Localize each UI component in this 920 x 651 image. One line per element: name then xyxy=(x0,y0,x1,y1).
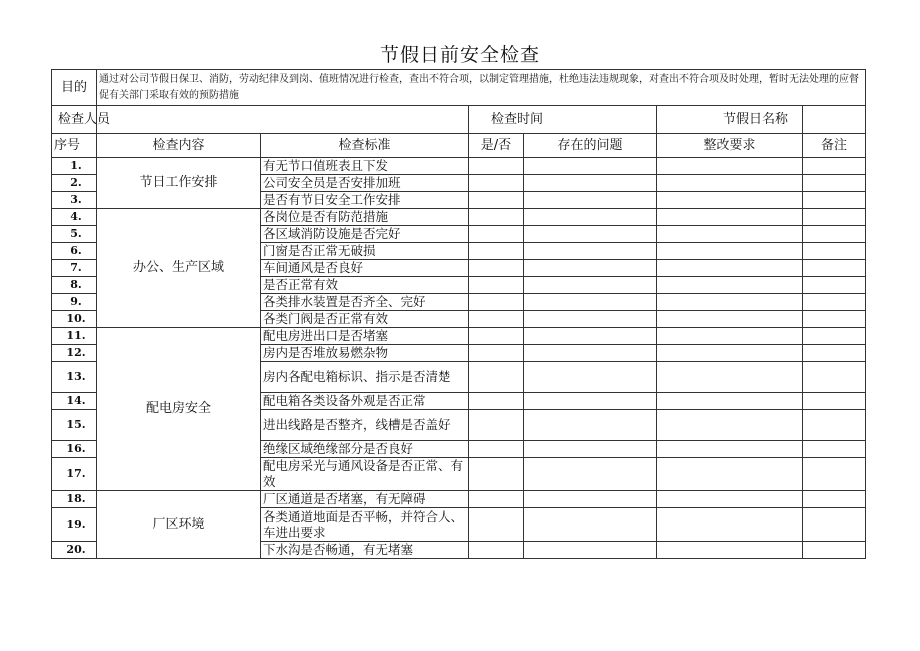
header-seq: 序号 xyxy=(52,134,97,158)
group-label: 节日工作安排 xyxy=(97,158,261,209)
row-number: 14. xyxy=(52,393,97,410)
rectify-cell[interactable] xyxy=(657,294,803,311)
info-row xyxy=(52,106,866,134)
check-standard: 进出线路是否整齐，线槽是否盖好 xyxy=(261,410,469,441)
row-number: 12. xyxy=(52,345,97,362)
check-standard: 门窗是否正常无破损 xyxy=(261,243,469,260)
holiday-label: 节假日名称 xyxy=(657,106,803,134)
group-label: 配电房安全 xyxy=(97,328,261,491)
issues-cell[interactable] xyxy=(524,328,657,345)
remark-cell[interactable] xyxy=(803,491,866,508)
issues-cell[interactable] xyxy=(524,260,657,277)
check-standard: 车间通风是否良好 xyxy=(261,260,469,277)
rectify-cell[interactable] xyxy=(657,542,803,559)
yesno-cell[interactable] xyxy=(469,311,524,328)
issues-cell[interactable] xyxy=(524,175,657,192)
yesno-cell[interactable] xyxy=(469,175,524,192)
issues-cell[interactable] xyxy=(524,362,657,393)
check-standard: 是否有节日安全工作安排 xyxy=(261,192,469,209)
issues-cell[interactable] xyxy=(524,226,657,243)
yesno-cell[interactable] xyxy=(469,260,524,277)
check-standard: 是否正常有效 xyxy=(261,277,469,294)
rectify-cell[interactable] xyxy=(657,508,803,542)
table-row xyxy=(52,328,866,345)
yesno-cell[interactable] xyxy=(469,362,524,393)
yesno-cell[interactable] xyxy=(469,226,524,243)
yesno-cell[interactable] xyxy=(469,243,524,260)
row-number: 16. xyxy=(52,441,97,458)
remark-cell[interactable] xyxy=(803,345,866,362)
remark-cell[interactable] xyxy=(803,294,866,311)
remark-cell[interactable] xyxy=(803,277,866,294)
remark-cell[interactable] xyxy=(803,362,866,393)
check-standard: 房内各配电箱标识、指示是否清楚 xyxy=(261,362,469,393)
remark-cell[interactable] xyxy=(803,508,866,542)
table-row xyxy=(52,158,866,175)
remark-cell[interactable] xyxy=(803,243,866,260)
yesno-cell[interactable] xyxy=(469,458,524,491)
issues-cell[interactable] xyxy=(524,294,657,311)
rectify-cell[interactable] xyxy=(657,328,803,345)
row-number: 19. xyxy=(52,508,97,542)
header-rectify: 整改要求 xyxy=(657,134,803,158)
rectify-cell[interactable] xyxy=(657,192,803,209)
table-row xyxy=(52,209,866,226)
time-label: 检查时间 xyxy=(469,106,657,134)
row-number: 1. xyxy=(52,158,97,175)
purpose-label: 目的 xyxy=(52,70,97,106)
row-number: 5. xyxy=(52,226,97,243)
row-number: 15. xyxy=(52,410,97,441)
yesno-cell[interactable] xyxy=(469,491,524,508)
group-label: 厂区环境 xyxy=(97,491,261,559)
remark-cell[interactable] xyxy=(803,260,866,277)
yesno-cell[interactable] xyxy=(469,277,524,294)
check-standard: 公司安全员是否安排加班 xyxy=(261,175,469,192)
row-number: 9. xyxy=(52,294,97,311)
check-standard: 配电房进出口是否堵塞 xyxy=(261,328,469,345)
yesno-cell[interactable] xyxy=(469,192,524,209)
row-number: 13. xyxy=(52,362,97,393)
remark-cell[interactable] xyxy=(803,410,866,441)
row-number: 10. xyxy=(52,311,97,328)
yesno-cell[interactable] xyxy=(469,508,524,542)
row-number: 18. xyxy=(52,491,97,508)
remark-cell[interactable] xyxy=(803,175,866,192)
check-standard: 各区域消防设施是否完好 xyxy=(261,226,469,243)
check-standard: 配电房采光与通风设备是否正常、有效 xyxy=(261,458,469,491)
row-number: 3. xyxy=(52,192,97,209)
rectify-cell[interactable] xyxy=(657,458,803,491)
purpose-row xyxy=(52,70,866,106)
check-standard: 绝缘区域绝缘部分是否良好 xyxy=(261,441,469,458)
table-row xyxy=(52,491,866,508)
check-standard: 下水沟是否畅通，有无堵塞 xyxy=(261,542,469,559)
rectify-cell[interactable] xyxy=(657,260,803,277)
rectify-cell[interactable] xyxy=(657,410,803,441)
issues-cell[interactable] xyxy=(524,192,657,209)
row-number: 8. xyxy=(52,277,97,294)
row-number: 11. xyxy=(52,328,97,345)
page-title: 节假日前安全检查 xyxy=(379,44,540,66)
rectify-cell[interactable] xyxy=(657,158,803,175)
yesno-cell[interactable] xyxy=(469,542,524,559)
header-standard: 检查标准 xyxy=(261,134,469,158)
row-number: 6. xyxy=(52,243,97,260)
remark-cell[interactable] xyxy=(803,192,866,209)
check-standard: 房内是否堆放易燃杂物 xyxy=(261,345,469,362)
issues-cell[interactable] xyxy=(524,458,657,491)
header-remark: 备注 xyxy=(803,134,866,158)
issues-cell[interactable] xyxy=(524,410,657,441)
row-number: 20. xyxy=(52,542,97,559)
remark-cell[interactable] xyxy=(803,226,866,243)
group-label: 办公、生产区域 xyxy=(97,209,261,328)
yesno-cell[interactable] xyxy=(469,441,524,458)
rectify-cell[interactable] xyxy=(657,209,803,226)
rectify-cell[interactable] xyxy=(657,311,803,328)
rectify-cell[interactable] xyxy=(657,491,803,508)
yesno-cell[interactable] xyxy=(469,393,524,410)
row-number: 2. xyxy=(52,175,97,192)
safety-check-table xyxy=(51,69,866,559)
yesno-cell[interactable] xyxy=(469,294,524,311)
rectify-cell[interactable] xyxy=(657,362,803,393)
issues-cell[interactable] xyxy=(524,393,657,410)
remark-cell[interactable] xyxy=(803,311,866,328)
remark-cell[interactable] xyxy=(803,441,866,458)
inspector-field[interactable] xyxy=(97,106,469,134)
check-standard: 配电箱各类设备外观是否正常 xyxy=(261,393,469,410)
issues-cell[interactable] xyxy=(524,209,657,226)
rectify-cell[interactable] xyxy=(657,393,803,410)
row-number: 17. xyxy=(52,458,97,491)
issues-cell[interactable] xyxy=(524,277,657,294)
header-row xyxy=(52,134,866,158)
rectify-cell[interactable] xyxy=(657,345,803,362)
rectify-cell[interactable] xyxy=(657,226,803,243)
issues-cell[interactable] xyxy=(524,508,657,542)
yesno-cell[interactable] xyxy=(469,209,524,226)
remark-cell[interactable] xyxy=(803,328,866,345)
issues-cell[interactable] xyxy=(524,243,657,260)
check-standard: 各类通道地面是否平畅，并符合人、车进出要求 xyxy=(261,508,469,542)
remark-cell[interactable] xyxy=(803,458,866,491)
remark-cell[interactable] xyxy=(803,393,866,410)
yesno-cell[interactable] xyxy=(469,328,524,345)
rectify-cell[interactable] xyxy=(657,243,803,260)
row-number: 7. xyxy=(52,260,97,277)
rectify-cell[interactable] xyxy=(657,175,803,192)
check-standard: 有无节口值班表且下发 xyxy=(261,158,469,175)
check-standard: 各类排水装置是否齐全、完好 xyxy=(261,294,469,311)
purpose-text: 通过对公司节假日保卫、消防，劳动纪律及到岗、值班情况进行检查，查出不符合项，以制定管理措施，杜绝违法违规现象，对查出不符合项及时处理，暂时无法处理的应督促有关部门采取有效的预防措施 xyxy=(97,70,866,106)
yesno-cell[interactable] xyxy=(469,410,524,441)
yesno-cell[interactable] xyxy=(469,345,524,362)
header-issues: 存在的问题 xyxy=(524,134,657,158)
header-yesno: 是/否 xyxy=(469,134,524,158)
check-standard: 各岗位是否有防范措施 xyxy=(261,209,469,226)
issues-cell[interactable] xyxy=(524,542,657,559)
issues-cell[interactable] xyxy=(524,311,657,328)
issues-cell[interactable] xyxy=(524,345,657,362)
remark-cell[interactable] xyxy=(803,209,866,226)
remark-cell[interactable] xyxy=(803,542,866,559)
issues-cell[interactable] xyxy=(524,491,657,508)
rectify-cell[interactable] xyxy=(657,277,803,294)
issues-cell[interactable] xyxy=(524,441,657,458)
header-content: 检查内容 xyxy=(97,134,261,158)
check-standard: 厂区通道是否堵塞，有无障碍 xyxy=(261,491,469,508)
remark-cell[interactable] xyxy=(803,158,866,175)
issues-cell[interactable] xyxy=(524,158,657,175)
rectify-cell[interactable] xyxy=(657,441,803,458)
row-number: 4. xyxy=(52,209,97,226)
holiday-field[interactable] xyxy=(803,106,866,134)
check-standard: 各类门阀是否正常有效 xyxy=(261,311,469,328)
yesno-cell[interactable] xyxy=(469,158,524,175)
inspector-label: 检查人员 xyxy=(52,106,97,134)
